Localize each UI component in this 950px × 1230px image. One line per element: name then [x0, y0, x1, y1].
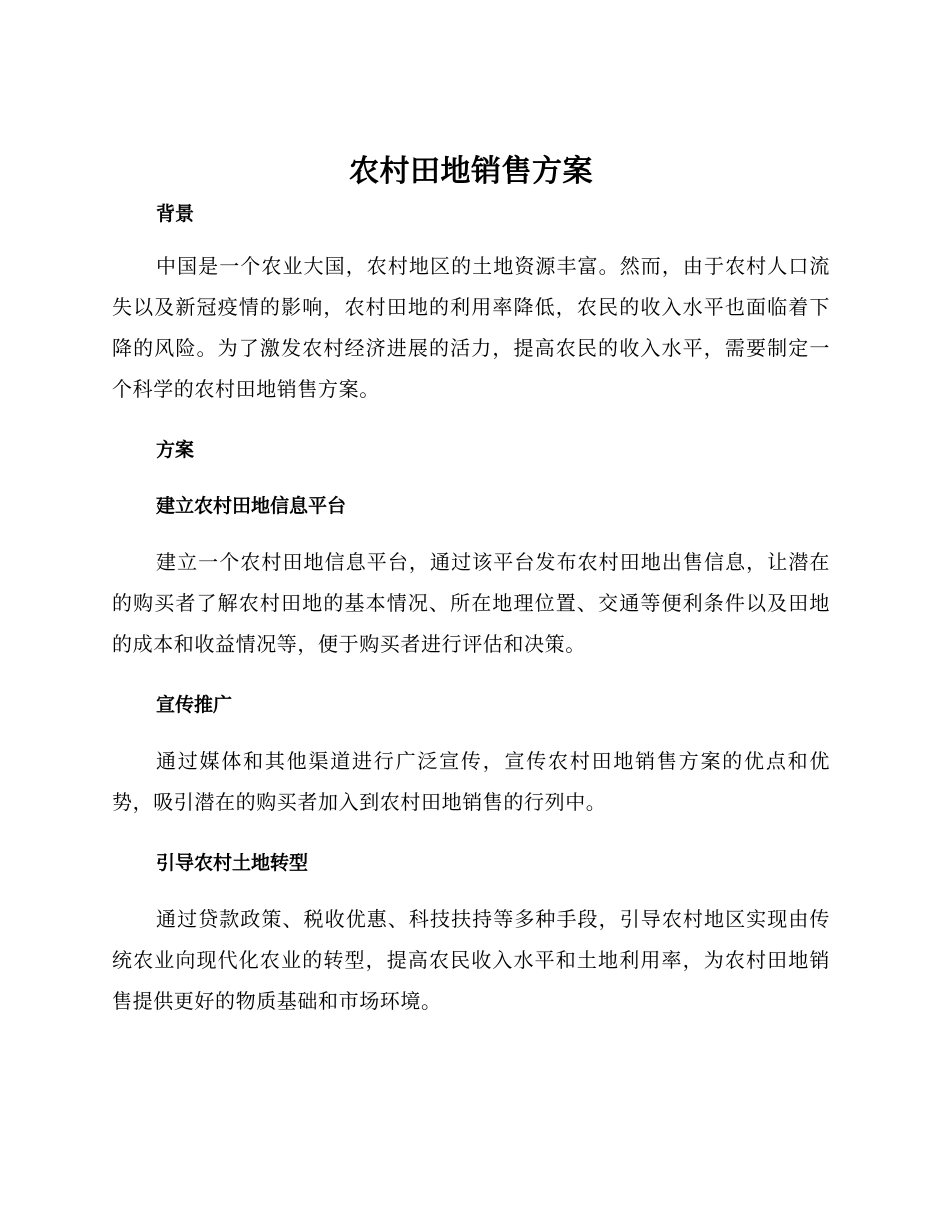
- section-heading-land-transformation: 引导农村土地转型: [156, 852, 309, 874]
- section-heading-promotion: 宣传推广: [156, 694, 233, 716]
- background-heading: 背景: [156, 203, 195, 225]
- background-paragraph: 中国是一个农业大国，农村地区的土地资源丰富。然而，由于农村人口流失以及新冠疫情的影响，农村田地的利用率降低，农民的收入水平也面临着下降的风险。为了激发农村经济进展的活力，提高农民的收入水平，需要制定一个科学的农村田地销售方案。: [112, 254, 830, 401]
- section-heading-info-platform: 建立农村田地信息平台: [156, 495, 347, 517]
- document-title: 农村田地销售方案: [349, 154, 593, 189]
- section-paragraph-info-platform: 建立一个农村田地信息平台，通过该平台发布农村田地出售信息，让潜在的购买者了解农村田地的基本情况、所在地理位置、交通等便利条件以及田地的成本和收益情况等，便于购买者进行评估和决策。: [112, 550, 830, 656]
- section-paragraph-promotion: 通过媒体和其他渠道进行广泛宣传，宣传农村田地销售方案的优点和优势，吸引潜在的购买者加入到农村田地销售的行列中。: [112, 749, 830, 814]
- document-body: [112, 148, 830, 1022]
- section-paragraph-land-transformation: 通过贷款政策、税收优惠、科技扶持等多种手段，引导农村地区实现由传统农业向现代化农业的转型，提高农民收入水平和土地利用率，为农村田地销售提供更好的物质基础和市场环境。: [112, 907, 830, 1013]
- plan-heading: 方案: [156, 439, 195, 461]
